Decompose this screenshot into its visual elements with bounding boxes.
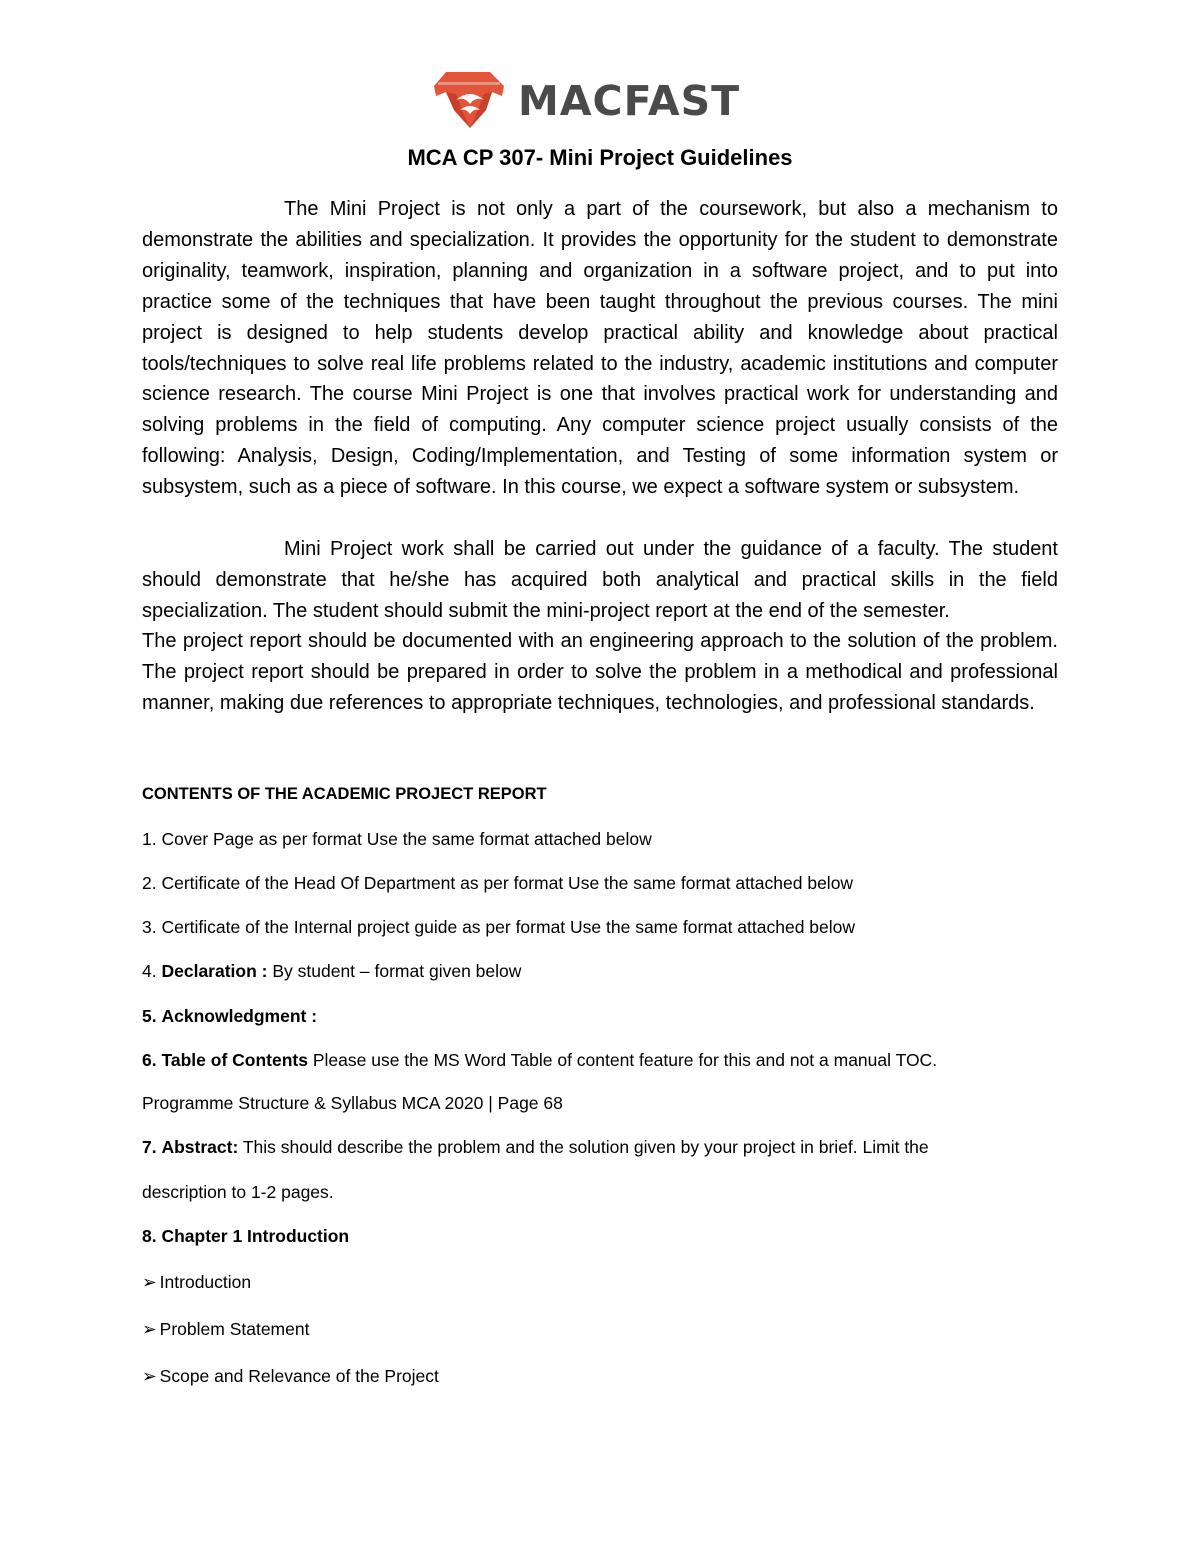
list-item [142, 1048, 1062, 1072]
document-title: MCA CP 307- Mini Project Guidelines [407, 145, 793, 170]
list-item [142, 1135, 1062, 1159]
list-item-continuation: description to 1-2 pages. [142, 1182, 334, 1202]
item-number: 8. [142, 1226, 157, 1246]
item-label: Abstract: [161, 1137, 239, 1157]
sub-item-text: Problem Statement [159, 1319, 310, 1339]
item-label: Declaration : [161, 961, 268, 981]
item-number: 4. [142, 961, 157, 981]
item-text: By student – format given below [272, 961, 522, 981]
item-number: 5. [142, 1006, 157, 1026]
list-item [142, 827, 1062, 851]
arrow-bullet-icon: ➢ [142, 1272, 157, 1292]
page-footer-text: Programme Structure & Syllabus MCA 2020 | Page 68 [142, 1093, 563, 1113]
item-text: Certificate of the Internal project guide as per format Use the same format attached below [161, 917, 856, 937]
sub-list-item [142, 1364, 1062, 1388]
item-text: Please use the MS Word Table of content feature for this and not a manual TOC. [312, 1050, 938, 1070]
intro-paragraph: The Mini Project is not only a part of the coursework, but also a mechanism to demonstrate the abilities and specialization. It provides the opportunity for the student to demonstrate originality, teamwork, inspiration, planning and organization in a software project, and to put into practice some of the techniques that have been taught throughout the previous courses. The mini project is designed to help students develop practical ability and knowledge about practical tools/techniques to solve real life problems related to the industry, academic institutions and computer science research. The course Mini Project is one that involves practical work for understanding and solving problems in the field of computing. Any computer science project usually consists of the following: Analysis, Design, Coding/Implementation, and Testing of some information system or subsystem, such as a piece of software. In this course, we expect a software system or subsystem. [142, 198, 1058, 499]
sub-item-text: Scope and Relevance of the Project [159, 1366, 439, 1386]
sub-item-text: Introduction [159, 1272, 252, 1292]
item-text: Cover Page as per format Use the same format attached below [161, 829, 652, 849]
item-number: 7. [142, 1137, 157, 1157]
logo-brand-text: MACFAST [518, 77, 741, 125]
item-number: 2. [142, 873, 157, 893]
item-label: Chapter 1 Introduction [161, 1226, 350, 1246]
item-text: Certificate of the Head Of Department as per format Use the same format attached below [161, 873, 854, 893]
arrow-bullet-icon: ➢ [142, 1319, 157, 1339]
list-item [142, 959, 1062, 983]
sub-list-item [142, 1317, 1062, 1341]
contents-heading: CONTENTS OF THE ACADEMIC PROJECT REPORT [142, 785, 547, 803]
guidance-paragraph: Mini Project work shall be carried out under the guidance of a faculty. The student should demonstrate that he/she has acquired both analytical and practical skills in the field specialization. The student should submit the mini-project report at the end of the semester. [142, 538, 1058, 622]
item-label: Table of Contents [161, 1050, 308, 1070]
list-item [142, 1004, 1062, 1028]
list-item [142, 915, 1062, 939]
item-number: 6. [142, 1050, 157, 1070]
item-number: 1. [142, 829, 157, 849]
list-item [142, 1224, 1062, 1248]
item-text: This should describe the problem and the solution given by your project in brief. Limit the [242, 1137, 929, 1157]
macfast-logo [430, 70, 775, 132]
list-item [142, 871, 1062, 895]
sub-list-item [142, 1270, 1062, 1294]
item-number: 3. [142, 917, 157, 937]
arrow-bullet-icon: ➢ [142, 1366, 157, 1386]
report-paragraph: The project report should be documented with an engineering approach to the solution of the problem. The project report should be prepared in order to solve the problem in a methodical and professional manner, making due references to appropriate techniques, technologies, and professional standards. [142, 630, 1058, 714]
item-label: Acknowledgment : [161, 1006, 318, 1026]
